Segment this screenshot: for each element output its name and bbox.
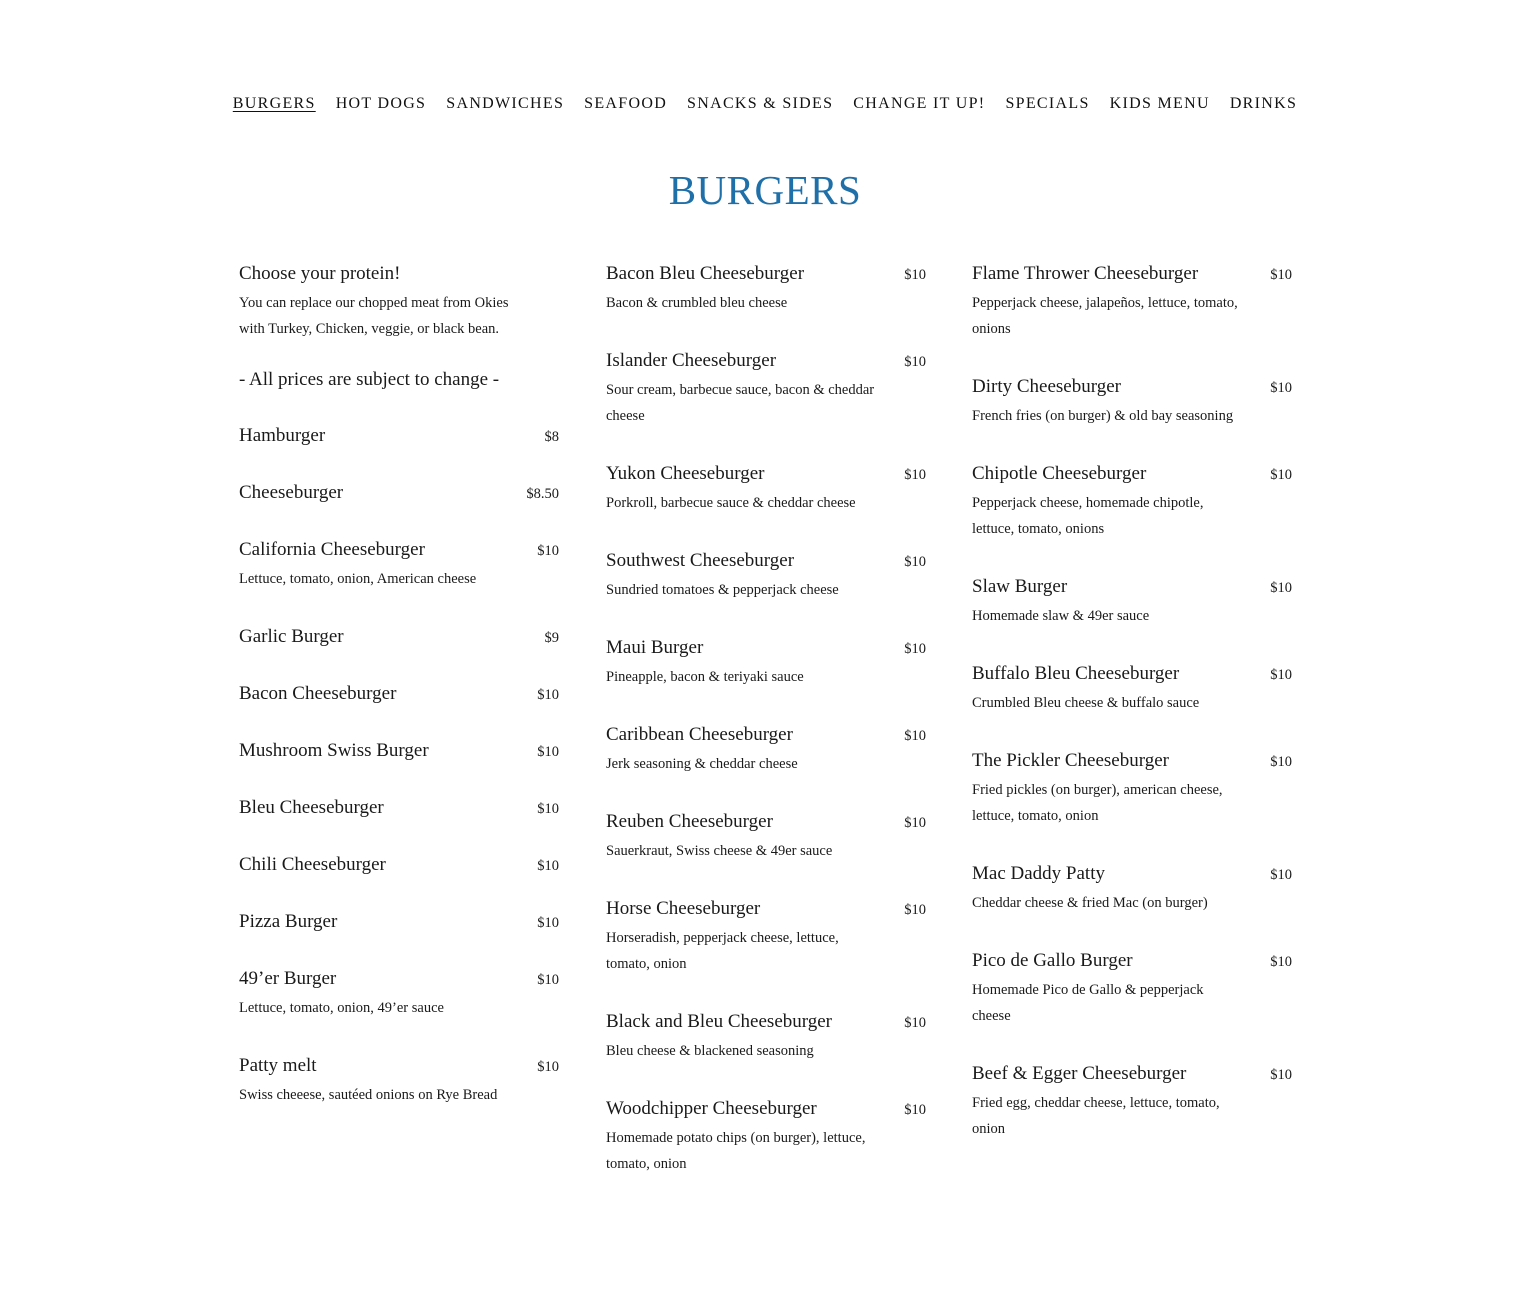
menu-item-desc: Horseradish, pepperjack cheese, lettuce, tomato, onion	[606, 930, 839, 972]
menu-item	[239, 538, 559, 592]
menu-item	[972, 862, 1292, 916]
menu-item-price: $10	[1270, 954, 1292, 970]
menu-item-header	[606, 262, 926, 287]
menu-item-price: $10	[537, 915, 559, 931]
menu-item	[239, 625, 559, 650]
menu-item	[972, 749, 1292, 829]
menu-item-price: $10	[904, 815, 926, 831]
menu-item	[239, 910, 559, 935]
menu-item-desc: Sundried tomatoes & pepperjack cheese	[606, 582, 839, 598]
menu-item-price: $10	[537, 858, 559, 874]
menu-item-desc: Jerk seasoning & cheddar cheese	[606, 756, 798, 772]
menu-item-price: $10	[1270, 754, 1292, 770]
menu-item-header	[239, 682, 559, 707]
menu-item-price: $9	[544, 630, 559, 646]
menu-item-name: Garlic Burger	[239, 626, 344, 647]
menu-item-name: Horse Cheeseburger	[606, 898, 761, 919]
menu-item-name: Caribbean Cheeseburger	[606, 724, 793, 745]
protein-note-desc: You can replace our chopped meat from Okies with Turkey, Chicken, veggie, or black bean.	[239, 295, 509, 337]
menu-item-desc: French fries (on burger) & old bay seasoning	[972, 408, 1234, 424]
menu-item	[972, 1062, 1292, 1142]
menu-item-header	[972, 662, 1292, 687]
menu-item-desc: Pineapple, bacon & teriyaki sauce	[606, 669, 804, 685]
menu-item-name: Southwest Cheeseburger	[606, 550, 795, 571]
menu-item	[239, 796, 559, 821]
menu-item-header	[239, 424, 559, 449]
nav-snacks-sides[interactable]: SNACKS & SIDES	[687, 95, 834, 112]
menu-item-name: The Pickler Cheeseburger	[972, 750, 1169, 771]
menu-item	[239, 739, 559, 764]
menu-item-header	[606, 636, 926, 661]
menu-item	[606, 897, 926, 977]
menu-item-header	[606, 897, 926, 922]
nav-kids-menu[interactable]: KIDS MENU	[1109, 95, 1210, 112]
menu-item-header	[239, 625, 559, 650]
menu-item-price: $10	[537, 543, 559, 559]
menu-item-desc: Sauerkraut, Swiss cheese & 49er sauce	[606, 843, 833, 859]
menu-item	[972, 375, 1292, 429]
menu-item-desc: Fried egg, cheddar cheese, lettuce, tomato, onion	[972, 1095, 1220, 1137]
menu-item-header	[606, 549, 926, 574]
menu-item	[239, 424, 559, 449]
menu-item-name: Hamburger	[239, 425, 326, 446]
menu-item-name: Mushroom Swiss Burger	[239, 740, 429, 761]
menu-item-price: $10	[904, 641, 926, 657]
menu-item-desc: Crumbled Bleu cheese & buffalo sauce	[972, 695, 1200, 711]
nav-hot-dogs[interactable]: HOT DOGS	[335, 95, 427, 112]
menu-item-header	[606, 349, 926, 374]
protein-note	[239, 262, 559, 342]
menu-item-header	[972, 262, 1292, 287]
menu-item-header	[972, 375, 1292, 400]
menu-item	[239, 967, 559, 1021]
menu-item-price: $10	[1270, 667, 1292, 683]
menu-item-header	[239, 481, 559, 506]
menu-item-price: $8.50	[526, 486, 559, 502]
menu-item-header	[239, 910, 559, 935]
menu-item-name: 49’er Burger	[239, 968, 337, 989]
menu-item-name: Pizza Burger	[239, 911, 338, 932]
menu-item-name: Mac Daddy Patty	[972, 863, 1105, 884]
menu-item-desc: Homemade potato chips (on burger), lettuce, tomato, onion	[606, 1130, 866, 1172]
menu-item	[239, 682, 559, 707]
menu-item	[239, 853, 559, 878]
menu-item-name: Bleu Cheeseburger	[239, 797, 384, 818]
menu-item-desc: Swiss cheeese, sautéed onions on Rye Bread	[239, 1087, 498, 1103]
price-notice: - All prices are subject to change -	[239, 369, 500, 390]
nav-burgers[interactable]: BURGERS	[232, 95, 316, 112]
menu-item-price: $10	[904, 728, 926, 744]
menu-item-price: $10	[904, 1015, 926, 1031]
menu-item-desc: Lettuce, tomato, onion, American cheese	[239, 571, 477, 587]
menu-item-price: $10	[537, 687, 559, 703]
menu-item	[972, 462, 1292, 542]
menu-item	[606, 349, 926, 429]
menu-item-price: $10	[537, 744, 559, 760]
nav-sandwiches[interactable]: SANDWICHES	[446, 95, 565, 112]
protein-note-title: Choose your protein!	[239, 263, 401, 284]
menu-item-price: $10	[904, 354, 926, 370]
menu-item-name: Black and Bleu Cheeseburger	[606, 1011, 832, 1032]
menu-item-name: Woodchipper Cheeseburger	[606, 1098, 817, 1119]
menu-item-header	[239, 853, 559, 878]
menu-item	[606, 262, 926, 316]
menu-column-2	[606, 262, 926, 1210]
menu-item-price: $10	[537, 972, 559, 988]
menu-item-header	[972, 949, 1292, 974]
menu-item-name: Buffalo Bleu Cheeseburger	[972, 663, 1180, 684]
menu-item-desc: Bleu cheese & blackened seasoning	[606, 1043, 814, 1059]
menu-item-price: $10	[904, 267, 926, 283]
menu-item-desc: Fried pickles (on burger), american cheese, lettuce, tomato, onion	[972, 782, 1223, 824]
menu-item-name: Patty melt	[239, 1055, 317, 1076]
menu-item-header	[239, 796, 559, 821]
menu-item	[239, 1054, 559, 1108]
menu-item	[606, 1097, 926, 1177]
menu-item-price: $10	[1270, 267, 1292, 283]
menu-item-name: Cheeseburger	[239, 482, 344, 503]
menu-item	[606, 462, 926, 516]
menu-item-name: Reuben Cheeseburger	[606, 811, 773, 832]
nav-specials[interactable]: SPECIALS	[1005, 95, 1090, 112]
menu-column-3	[972, 262, 1292, 1175]
menu-item-name: Islander Cheeseburger	[606, 350, 777, 371]
menu-item-name: Bacon Bleu Cheeseburger	[606, 263, 805, 284]
menu-item-desc: Porkroll, barbecue sauce & cheddar cheese	[606, 495, 856, 511]
menu-item-desc: Lettuce, tomato, onion, 49’er sauce	[239, 1000, 444, 1016]
menu-item-desc: Homemade slaw & 49er sauce	[972, 608, 1150, 624]
menu-item-header	[972, 862, 1292, 887]
menu-item-price: $10	[904, 554, 926, 570]
menu-item-name: Bacon Cheeseburger	[239, 683, 397, 704]
menu-item-price: $10	[1270, 867, 1292, 883]
menu-item-name: Beef & Egger Cheeseburger	[972, 1063, 1187, 1084]
menu-item	[606, 1010, 926, 1064]
menu-item-header	[972, 1062, 1292, 1087]
menu-item	[972, 262, 1292, 342]
nav-seafood[interactable]: SEAFOOD	[584, 95, 668, 112]
menu-item-header	[239, 739, 559, 764]
menu-item-header	[606, 810, 926, 835]
menu-item-name: Chipotle Cheeseburger	[972, 463, 1147, 484]
menu-item-header	[239, 538, 559, 563]
menu-item-price: $10	[904, 467, 926, 483]
menu-column-1	[239, 262, 559, 1141]
menu-item-desc: Sour cream, barbecue sauce, bacon & cheddar cheese	[606, 382, 875, 424]
menu-item-header	[606, 462, 926, 487]
menu-item-name: Yukon Cheeseburger	[606, 463, 765, 484]
menu-item-header	[972, 575, 1292, 600]
menu-item-desc: Bacon & crumbled bleu cheese	[606, 295, 788, 311]
menu-item	[606, 549, 926, 603]
menu-item	[606, 810, 926, 864]
menu-item-price: $10	[1270, 380, 1292, 396]
menu-item-desc: Cheddar cheese & fried Mac (on burger)	[972, 895, 1208, 911]
menu-item	[972, 662, 1292, 716]
menu-item-name: Pico de Gallo Burger	[972, 950, 1133, 971]
menu-item-header	[606, 1010, 926, 1035]
menu-item-desc: Homemade Pico de Gallo & pepperjack cheese	[972, 982, 1204, 1024]
menu-item-price: $8	[544, 429, 559, 445]
section-title: BURGERS	[668, 167, 862, 213]
category-nav	[0, 95, 1530, 113]
menu-item-header	[239, 967, 559, 992]
menu-item-price: $10	[1270, 467, 1292, 483]
menu-item	[972, 575, 1292, 629]
menu-item	[606, 636, 926, 690]
menu-item	[606, 723, 926, 777]
menu-item	[239, 481, 559, 506]
menu-item-price: $10	[904, 902, 926, 918]
menu-item-price: $10	[1270, 580, 1292, 596]
menu-item-name: Dirty Cheeseburger	[972, 376, 1121, 397]
menu-item-price: $10	[537, 801, 559, 817]
menu-item-name: Slaw Burger	[972, 576, 1068, 597]
menu-item-desc: Pepperjack cheese, jalapeños, lettuce, tomato, onions	[972, 295, 1238, 337]
menu-item-price: $10	[537, 1059, 559, 1075]
menu-item-header	[239, 1054, 559, 1079]
menu-item-name: Flame Thrower Cheeseburger	[972, 263, 1199, 284]
menu-item-name: Maui Burger	[606, 637, 704, 658]
menu-item-header	[972, 749, 1292, 774]
menu-item-price: $10	[904, 1102, 926, 1118]
menu-item-header	[972, 462, 1292, 487]
nav-change-it-up[interactable]: CHANGE IT UP!	[853, 95, 986, 112]
menu-item	[972, 949, 1292, 1029]
menu-item-name: Chili Cheeseburger	[239, 854, 386, 875]
menu-item-name: California Cheeseburger	[239, 539, 425, 560]
menu-item-price: $10	[1270, 1067, 1292, 1083]
menu-item-desc: Pepperjack cheese, homemade chipotle, lettuce, tomato, onions	[972, 495, 1204, 537]
nav-drinks[interactable]: DRINKS	[1229, 95, 1298, 112]
menu-item-header	[606, 723, 926, 748]
menu-item-header	[606, 1097, 926, 1122]
